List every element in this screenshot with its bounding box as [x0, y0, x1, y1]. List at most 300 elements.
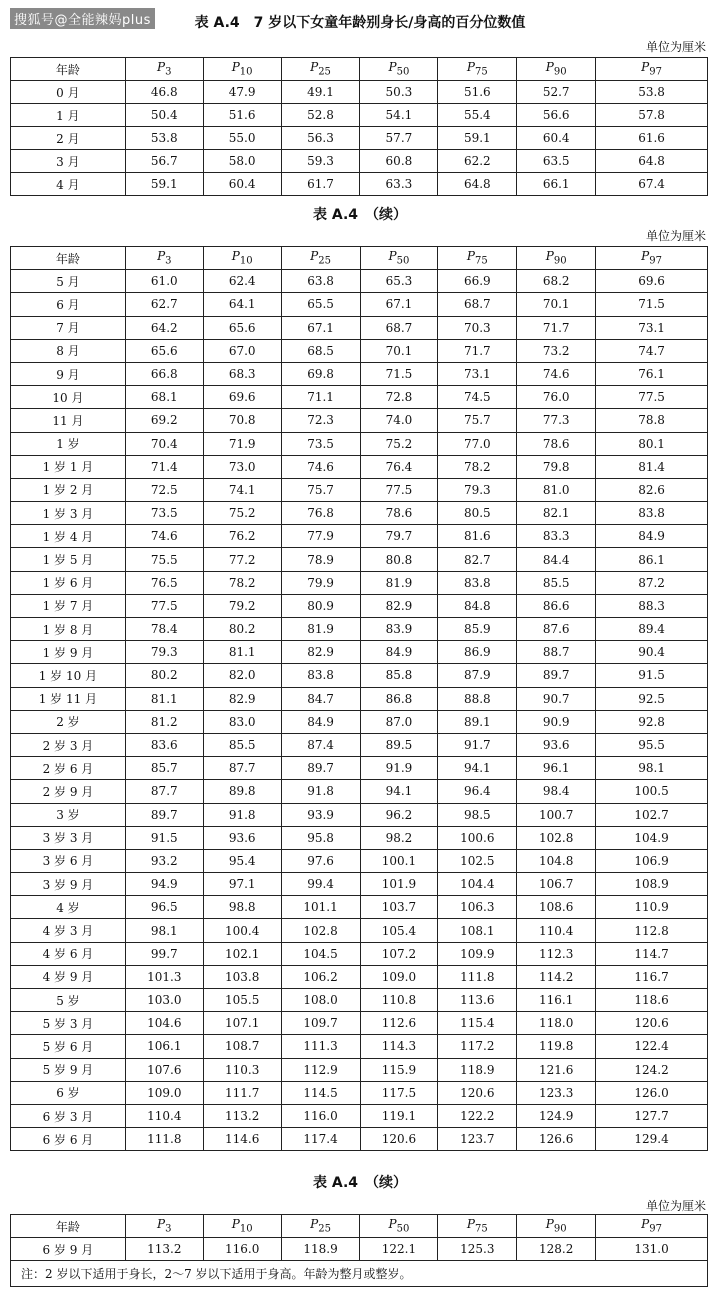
value-cell: 111.7 — [203, 1081, 281, 1104]
table-row — [11, 873, 708, 896]
age-cell: 4 岁 3 月 — [11, 919, 126, 942]
value-cell: 73.1 — [438, 362, 517, 385]
value-cell: 108.6 — [517, 896, 596, 919]
header-percentile-p75: $P_{75}$ — [438, 1215, 517, 1238]
age-cell: 1 岁 9 月 — [11, 641, 126, 664]
value-cell: 97.6 — [281, 849, 360, 872]
age-cell: 11 月 — [11, 409, 126, 432]
age-cell: 4 岁 6 月 — [11, 942, 126, 965]
value-cell: 110.4 — [517, 919, 596, 942]
value-cell: 117.2 — [438, 1035, 517, 1058]
value-cell: 69.6 — [203, 386, 281, 409]
table-row — [11, 409, 708, 432]
value-cell: 55.0 — [203, 127, 281, 150]
value-cell: 87.7 — [125, 780, 203, 803]
value-cell: 73.1 — [596, 316, 708, 339]
value-cell: 119.1 — [360, 1104, 438, 1127]
header-percentile-p3: $P_3$ — [125, 247, 203, 270]
watermark-text: 搜狐号@全能辣妈plus — [10, 8, 155, 29]
value-cell: 91.8 — [281, 780, 360, 803]
value-cell: 97.1 — [203, 873, 281, 896]
value-cell: 87.0 — [360, 710, 438, 733]
value-cell: 81.0 — [517, 478, 596, 501]
value-cell: 113.6 — [438, 989, 517, 1012]
table-header-row — [11, 58, 708, 81]
age-cell: 1 月 — [11, 104, 126, 127]
value-cell: 90.7 — [517, 687, 596, 710]
value-cell: 115.4 — [438, 1012, 517, 1035]
value-cell: 52.7 — [517, 81, 596, 104]
value-cell: 117.5 — [360, 1081, 438, 1104]
value-cell: 93.2 — [125, 849, 203, 872]
value-cell: 86.9 — [438, 641, 517, 664]
value-cell: 67.1 — [281, 316, 360, 339]
value-cell: 104.6 — [125, 1012, 203, 1035]
value-cell: 93.9 — [281, 803, 360, 826]
table-title: 表 A.4 7 岁以下女童年龄别身长/身高的百分位数值 — [194, 15, 526, 31]
value-cell: 84.8 — [438, 594, 517, 617]
value-cell: 57.8 — [596, 104, 708, 127]
age-cell: 6 岁 9 月 — [11, 1238, 126, 1261]
value-cell: 99.7 — [125, 942, 203, 965]
value-cell: 110.9 — [596, 896, 708, 919]
value-cell: 106.1 — [125, 1035, 203, 1058]
value-cell: 82.0 — [203, 664, 281, 687]
value-cell: 123.7 — [438, 1128, 517, 1151]
age-cell: 1 岁 4 月 — [11, 525, 126, 548]
value-cell: 89.8 — [203, 780, 281, 803]
value-cell: 76.1 — [596, 362, 708, 385]
value-cell: 70.1 — [517, 293, 596, 316]
age-cell: 5 月 — [11, 270, 126, 293]
value-cell: 126.0 — [596, 1081, 708, 1104]
age-cell: 1 岁 — [11, 432, 126, 455]
table-row — [11, 270, 708, 293]
value-cell: 76.0 — [517, 386, 596, 409]
value-cell: 109.9 — [438, 942, 517, 965]
value-cell: 65.3 — [360, 270, 438, 293]
value-cell: 64.1 — [203, 293, 281, 316]
value-cell: 98.2 — [360, 826, 438, 849]
value-cell: 64.8 — [596, 150, 708, 173]
value-cell: 65.6 — [125, 339, 203, 362]
value-cell: 84.9 — [596, 525, 708, 548]
unit-label: 单位为厘米 — [645, 40, 706, 54]
value-cell: 81.2 — [125, 710, 203, 733]
value-cell: 69.2 — [125, 409, 203, 432]
header-percentile-p25: $P_{25}$ — [281, 1215, 360, 1238]
value-cell: 98.1 — [125, 919, 203, 942]
value-cell: 58.0 — [203, 150, 281, 173]
table-row — [11, 710, 708, 733]
value-cell: 89.4 — [596, 618, 708, 641]
table-row — [11, 849, 708, 872]
value-cell: 79.3 — [125, 641, 203, 664]
header-percentile-p10: $P_{10}$ — [203, 1215, 281, 1238]
value-cell: 84.7 — [281, 687, 360, 710]
value-cell: 71.5 — [596, 293, 708, 316]
value-cell: 109.7 — [281, 1012, 360, 1035]
value-cell: 100.6 — [438, 826, 517, 849]
header-percentile-p3: $P_3$ — [125, 1215, 203, 1238]
table-title-continued: 表 A.4 （续） — [312, 1175, 408, 1191]
value-cell: 82.9 — [281, 641, 360, 664]
table-row — [11, 826, 708, 849]
value-cell: 72.5 — [125, 478, 203, 501]
age-cell: 4 岁 — [11, 896, 126, 919]
value-cell: 78.6 — [517, 432, 596, 455]
value-cell: 65.5 — [281, 293, 360, 316]
table-row — [11, 104, 708, 127]
value-cell: 87.9 — [438, 664, 517, 687]
value-cell: 118.0 — [517, 1012, 596, 1035]
table-header-row — [11, 1215, 708, 1238]
value-cell: 53.8 — [125, 127, 203, 150]
age-cell: 1 岁 7 月 — [11, 594, 126, 617]
table-row — [11, 1128, 708, 1151]
value-cell: 100.1 — [360, 849, 438, 872]
table-a4-part3 — [10, 1214, 708, 1287]
value-cell: 68.2 — [517, 270, 596, 293]
table-row — [11, 989, 708, 1012]
value-cell: 116.7 — [596, 965, 708, 988]
value-cell: 89.7 — [125, 803, 203, 826]
value-cell: 74.0 — [360, 409, 438, 432]
table-a4-part2 — [10, 246, 708, 1151]
value-cell: 50.4 — [125, 104, 203, 127]
value-cell: 83.8 — [596, 502, 708, 525]
age-cell: 2 岁 — [11, 710, 126, 733]
value-cell: 102.7 — [596, 803, 708, 826]
age-cell: 1 岁 11 月 — [11, 687, 126, 710]
value-cell: 68.7 — [360, 316, 438, 339]
value-cell: 83.8 — [281, 664, 360, 687]
age-cell: 2 岁 6 月 — [11, 757, 126, 780]
value-cell: 73.0 — [203, 455, 281, 478]
value-cell: 56.6 — [517, 104, 596, 127]
value-cell: 80.1 — [596, 432, 708, 455]
value-cell: 56.7 — [125, 150, 203, 173]
value-cell: 82.7 — [438, 548, 517, 571]
value-cell: 86.1 — [596, 548, 708, 571]
value-cell: 108.9 — [596, 873, 708, 896]
value-cell: 106.7 — [517, 873, 596, 896]
value-cell: 81.1 — [125, 687, 203, 710]
value-cell: 61.0 — [125, 270, 203, 293]
value-cell: 105.5 — [203, 989, 281, 1012]
table-row — [11, 733, 708, 756]
age-cell: 5 岁 9 月 — [11, 1058, 126, 1081]
value-cell: 81.6 — [438, 525, 517, 548]
value-cell: 94.1 — [438, 757, 517, 780]
value-cell: 86.6 — [517, 594, 596, 617]
value-cell: 62.7 — [125, 293, 203, 316]
value-cell: 122.4 — [596, 1035, 708, 1058]
value-cell: 80.5 — [438, 502, 517, 525]
value-cell: 114.7 — [596, 942, 708, 965]
value-cell: 92.8 — [596, 710, 708, 733]
age-cell: 1 岁 3 月 — [11, 502, 126, 525]
value-cell: 94.1 — [360, 780, 438, 803]
table-row — [11, 1058, 708, 1081]
unit-label: 单位为厘米 — [645, 1199, 706, 1213]
value-cell: 95.4 — [203, 849, 281, 872]
value-cell: 66.8 — [125, 362, 203, 385]
age-cell: 1 岁 6 月 — [11, 571, 126, 594]
value-cell: 67.0 — [203, 339, 281, 362]
value-cell: 52.8 — [281, 104, 360, 127]
value-cell: 101.9 — [360, 873, 438, 896]
value-cell: 124.9 — [517, 1104, 596, 1127]
value-cell: 102.8 — [281, 919, 360, 942]
value-cell: 91.5 — [596, 664, 708, 687]
value-cell: 84.9 — [360, 641, 438, 664]
header-percentile-p97: $P_{97}$ — [596, 58, 708, 81]
value-cell: 76.4 — [360, 455, 438, 478]
value-cell: 99.4 — [281, 873, 360, 896]
value-cell: 71.4 — [125, 455, 203, 478]
value-cell: 110.3 — [203, 1058, 281, 1081]
header-percentile-p90: $P_{90}$ — [517, 58, 596, 81]
value-cell: 90.9 — [517, 710, 596, 733]
value-cell: 74.6 — [281, 455, 360, 478]
table-row — [11, 150, 708, 173]
value-cell: 89.7 — [517, 664, 596, 687]
value-cell: 61.7 — [281, 173, 360, 196]
value-cell: 110.8 — [360, 989, 438, 1012]
table-row — [11, 919, 708, 942]
age-cell: 3 岁 3 月 — [11, 826, 126, 849]
age-cell: 8 月 — [11, 339, 126, 362]
value-cell: 74.6 — [125, 525, 203, 548]
value-cell: 63.3 — [360, 173, 438, 196]
table-row — [11, 641, 708, 664]
value-cell: 60.4 — [203, 173, 281, 196]
age-cell: 7 月 — [11, 316, 126, 339]
value-cell: 79.2 — [203, 594, 281, 617]
value-cell: 68.5 — [281, 339, 360, 362]
value-cell: 55.4 — [438, 104, 517, 127]
table-row — [11, 386, 708, 409]
value-cell: 104.4 — [438, 873, 517, 896]
value-cell: 82.9 — [203, 687, 281, 710]
value-cell: 88.3 — [596, 594, 708, 617]
value-cell: 74.7 — [596, 339, 708, 362]
value-cell: 103.8 — [203, 965, 281, 988]
value-cell: 110.4 — [125, 1104, 203, 1127]
value-cell: 70.8 — [203, 409, 281, 432]
age-cell: 3 岁 9 月 — [11, 873, 126, 896]
age-cell: 1 岁 2 月 — [11, 478, 126, 501]
table-row — [11, 127, 708, 150]
age-cell: 6 岁 3 月 — [11, 1104, 126, 1127]
value-cell: 89.7 — [281, 757, 360, 780]
age-cell: 10 月 — [11, 386, 126, 409]
value-cell: 78.4 — [125, 618, 203, 641]
header-percentile-p97: $P_{97}$ — [596, 1215, 708, 1238]
value-cell: 87.7 — [203, 757, 281, 780]
value-cell: 94.9 — [125, 873, 203, 896]
value-cell: 62.2 — [438, 150, 517, 173]
value-cell: 68.7 — [438, 293, 517, 316]
value-cell: 104.9 — [596, 826, 708, 849]
value-cell: 91.7 — [438, 733, 517, 756]
value-cell: 75.2 — [203, 502, 281, 525]
header-percentile-p90: $P_{90}$ — [517, 1215, 596, 1238]
table-row — [11, 173, 708, 196]
age-cell: 5 岁 — [11, 989, 126, 1012]
table-row — [11, 81, 708, 104]
value-cell: 121.6 — [517, 1058, 596, 1081]
value-cell: 122.2 — [438, 1104, 517, 1127]
table-row — [11, 455, 708, 478]
table-row — [11, 803, 708, 826]
value-cell: 64.2 — [125, 316, 203, 339]
header-percentile-p97: $P_{97}$ — [596, 247, 708, 270]
value-cell: 107.6 — [125, 1058, 203, 1081]
age-cell: 1 岁 8 月 — [11, 618, 126, 641]
value-cell: 78.8 — [596, 409, 708, 432]
age-cell: 1 岁 1 月 — [11, 455, 126, 478]
value-cell: 87.2 — [596, 571, 708, 594]
value-cell: 84.9 — [281, 710, 360, 733]
value-cell: 74.1 — [203, 478, 281, 501]
age-cell: 5 岁 3 月 — [11, 1012, 126, 1035]
value-cell: 101.1 — [281, 896, 360, 919]
value-cell: 114.5 — [281, 1081, 360, 1104]
value-cell: 69.6 — [596, 270, 708, 293]
value-cell: 104.8 — [517, 849, 596, 872]
table-row — [11, 525, 708, 548]
value-cell: 114.6 — [203, 1128, 281, 1151]
value-cell: 75.2 — [360, 432, 438, 455]
header-percentile-p75: $P_{75}$ — [438, 58, 517, 81]
table-row — [11, 1012, 708, 1035]
value-cell: 85.5 — [517, 571, 596, 594]
value-cell: 128.2 — [517, 1238, 596, 1261]
value-cell: 120.6 — [438, 1081, 517, 1104]
value-cell: 104.5 — [281, 942, 360, 965]
value-cell: 103.7 — [360, 896, 438, 919]
value-cell: 68.1 — [125, 386, 203, 409]
value-cell: 108.1 — [438, 919, 517, 942]
value-cell: 70.3 — [438, 316, 517, 339]
value-cell: 81.9 — [360, 571, 438, 594]
value-cell: 47.9 — [203, 81, 281, 104]
value-cell: 72.3 — [281, 409, 360, 432]
value-cell: 122.1 — [360, 1238, 438, 1261]
table-row — [11, 942, 708, 965]
value-cell: 95.8 — [281, 826, 360, 849]
value-cell: 77.5 — [125, 594, 203, 617]
value-cell: 73.5 — [125, 502, 203, 525]
value-cell: 120.6 — [360, 1128, 438, 1151]
value-cell: 63.5 — [517, 150, 596, 173]
value-cell: 64.8 — [438, 173, 517, 196]
header-percentile-p90: $P_{90}$ — [517, 247, 596, 270]
value-cell: 77.9 — [281, 525, 360, 548]
header-percentile-p50: $P_{50}$ — [360, 58, 438, 81]
value-cell: 79.3 — [438, 478, 517, 501]
table-row — [11, 339, 708, 362]
value-cell: 96.1 — [517, 757, 596, 780]
value-cell: 98.1 — [596, 757, 708, 780]
value-cell: 59.1 — [438, 127, 517, 150]
value-cell: 88.7 — [517, 641, 596, 664]
value-cell: 71.9 — [203, 432, 281, 455]
value-cell: 87.4 — [281, 733, 360, 756]
value-cell: 61.6 — [596, 127, 708, 150]
value-cell: 67.4 — [596, 173, 708, 196]
value-cell: 76.8 — [281, 502, 360, 525]
value-cell: 70.4 — [125, 432, 203, 455]
value-cell: 67.1 — [360, 293, 438, 316]
table-row — [11, 1104, 708, 1127]
value-cell: 85.5 — [203, 733, 281, 756]
age-cell: 2 岁 3 月 — [11, 733, 126, 756]
value-cell: 87.6 — [517, 618, 596, 641]
value-cell: 77.5 — [596, 386, 708, 409]
value-cell: 60.8 — [360, 150, 438, 173]
value-cell: 116.0 — [281, 1104, 360, 1127]
value-cell: 53.8 — [596, 81, 708, 104]
header-age: 年龄 — [11, 1215, 126, 1238]
value-cell: 93.6 — [203, 826, 281, 849]
value-cell: 102.5 — [438, 849, 517, 872]
value-cell: 103.0 — [125, 989, 203, 1012]
value-cell: 96.2 — [360, 803, 438, 826]
value-cell: 79.8 — [517, 455, 596, 478]
value-cell: 91.9 — [360, 757, 438, 780]
value-cell: 100.5 — [596, 780, 708, 803]
value-cell: 112.6 — [360, 1012, 438, 1035]
value-cell: 51.6 — [203, 104, 281, 127]
value-cell: 63.8 — [281, 270, 360, 293]
table-row — [11, 896, 708, 919]
header-percentile-p75: $P_{75}$ — [438, 247, 517, 270]
value-cell: 81.9 — [281, 618, 360, 641]
value-cell: 78.6 — [360, 502, 438, 525]
value-cell: 118.9 — [438, 1058, 517, 1081]
value-cell: 98.5 — [438, 803, 517, 826]
value-cell: 70.1 — [360, 339, 438, 362]
value-cell: 118.6 — [596, 989, 708, 1012]
value-cell: 86.8 — [360, 687, 438, 710]
header-percentile-p3: $P_3$ — [125, 58, 203, 81]
value-cell: 100.4 — [203, 919, 281, 942]
value-cell: 83.3 — [517, 525, 596, 548]
value-cell: 91.5 — [125, 826, 203, 849]
table-row — [11, 293, 708, 316]
value-cell: 106.2 — [281, 965, 360, 988]
value-cell: 77.0 — [438, 432, 517, 455]
age-cell: 9 月 — [11, 362, 126, 385]
value-cell: 83.9 — [360, 618, 438, 641]
value-cell: 111.3 — [281, 1035, 360, 1058]
value-cell: 96.4 — [438, 780, 517, 803]
value-cell: 107.2 — [360, 942, 438, 965]
age-cell: 3 岁 6 月 — [11, 849, 126, 872]
value-cell: 116.1 — [517, 989, 596, 1012]
value-cell: 101.3 — [125, 965, 203, 988]
value-cell: 72.8 — [360, 386, 438, 409]
value-cell: 112.9 — [281, 1058, 360, 1081]
value-cell: 75.7 — [281, 478, 360, 501]
value-cell: 126.6 — [517, 1128, 596, 1151]
value-cell: 124.2 — [596, 1058, 708, 1081]
value-cell: 112.8 — [596, 919, 708, 942]
value-cell: 91.8 — [203, 803, 281, 826]
